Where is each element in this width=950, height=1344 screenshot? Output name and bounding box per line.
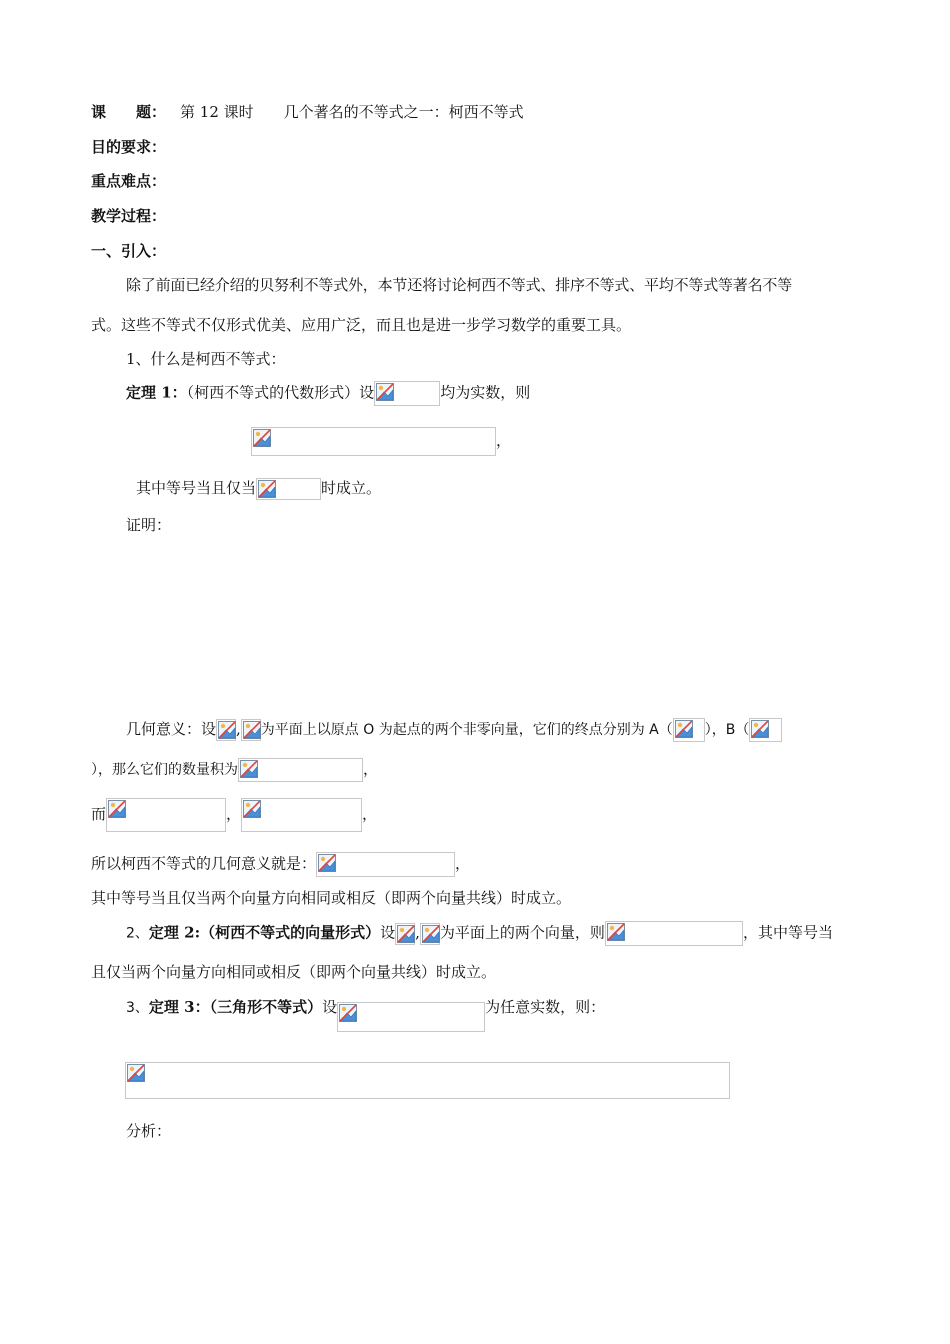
- equality-post: 时成立。: [321, 479, 382, 497]
- equality-pre: 其中等号当且仅当: [136, 479, 257, 497]
- objective-label: 目的要求：: [91, 138, 167, 156]
- cauchy-formula-line: [251, 427, 511, 456]
- theorem3-post: 为任意实数，则：: [485, 998, 606, 1016]
- geometry-line3: [91, 798, 377, 832]
- broken-image-icon: [397, 925, 415, 943]
- formula-image: [749, 718, 782, 742]
- broken-image-icon: [108, 800, 126, 818]
- course-line: [91, 101, 524, 123]
- formula-image: [238, 758, 363, 782]
- broken-image-icon: [339, 1004, 357, 1022]
- broken-image-icon: [243, 721, 261, 739]
- point-b-label: ），B（: [704, 722, 750, 738]
- comma: ，: [363, 760, 379, 778]
- theorem2-number: 2、: [126, 925, 149, 942]
- theorem3-pre: 设: [322, 998, 338, 1016]
- geometry-line5: 其中等号当且仅当两个向量方向相同或相反（即两个向量共线）时成立。: [91, 889, 572, 907]
- formula-image: [374, 381, 440, 406]
- formula-image: [673, 718, 705, 742]
- equality-condition-line: [136, 477, 381, 500]
- geometry-line1: [126, 718, 782, 742]
- formula-image: [605, 921, 743, 946]
- formula-image: [216, 719, 236, 741]
- and-text: 而: [91, 805, 107, 823]
- theorem3-line: [126, 996, 605, 1032]
- broken-image-icon: [318, 854, 336, 872]
- broken-image-icon: [607, 923, 625, 941]
- formula-image: [316, 852, 455, 877]
- triangle-formula-line: [125, 1062, 730, 1099]
- theorem2-line: [126, 921, 833, 946]
- theorem1-label: 定理 1：: [126, 383, 187, 402]
- broken-image-icon: [422, 925, 440, 943]
- broken-image-icon: [376, 383, 394, 401]
- theorem2-pre: 设: [380, 923, 396, 942]
- broken-image-icon: [675, 720, 693, 738]
- broken-image-icon: [243, 800, 261, 818]
- analysis-label: 分析：: [126, 1122, 172, 1140]
- formula-image: [256, 478, 321, 500]
- theorem2-post: ，其中等号当: [742, 923, 833, 942]
- course-label: 课 题：: [91, 103, 167, 121]
- geometry-mid: 为平面上以原点 O 为起点的两个非零向量，它们的终点分别为 A（: [260, 722, 673, 738]
- broken-image-icon: [218, 721, 236, 739]
- theorem1-text: （柯西不等式的代数形式）设: [186, 383, 375, 402]
- intro-paragraph-line1: 除了前面已经介绍的贝努利不等式外，本节还将讨论柯西不等式、排序不等式、平均不等式等著名不等: [126, 276, 793, 294]
- broken-image-icon: [258, 480, 276, 498]
- comma: ，: [362, 805, 378, 823]
- dot-product-pre: ），那么它们的数量积为: [91, 762, 238, 778]
- formula-image: [125, 1062, 730, 1099]
- broken-image-icon: [127, 1064, 145, 1082]
- formula-image: [106, 798, 226, 832]
- geometry-line2: [91, 758, 378, 782]
- broken-image-icon: [253, 429, 271, 447]
- comma: ，: [455, 854, 471, 873]
- proof-label: 证明：: [126, 516, 172, 534]
- comma: ,: [415, 923, 420, 942]
- theorem3-number: 3、: [126, 1000, 149, 1016]
- formula-image: [251, 427, 496, 456]
- theorem2-mid: 为平面上的两个向量，则: [439, 923, 605, 942]
- formula-image: [337, 1002, 485, 1032]
- formula-image: [241, 798, 362, 832]
- geometry-meaning-pre: 所以柯西不等式的几何意义就是：: [91, 854, 317, 873]
- comma: ,: [236, 720, 241, 738]
- theorem2-line2: 且仅当两个向量方向相同或相反（即两个向量共线）时成立。: [91, 963, 497, 981]
- formula-image: [420, 923, 440, 945]
- formula-image: [241, 719, 261, 741]
- course-title: 第 12 课时 几个著名的不等式之一：柯西不等式: [180, 103, 524, 121]
- formula-image: [395, 923, 415, 945]
- broken-image-icon: [751, 720, 769, 738]
- broken-image-icon: [240, 760, 258, 778]
- geometry-line4: [91, 852, 470, 877]
- theorem3-label: 定理 3：（三角形不等式）: [148, 998, 323, 1016]
- intro-paragraph-line2: 式。这些不等式不仅形式优美、应用广泛，而且也是进一步学习数学的重要工具。: [91, 316, 632, 334]
- theorem1-tail: 均为实数，则: [440, 383, 531, 402]
- comma: ，: [496, 431, 512, 450]
- geometry-pre: 几何意义：设: [126, 720, 217, 738]
- key-points-label: 重点难点：: [91, 172, 167, 190]
- theorem2-label: 定理 2:（柯西不等式的向量形式）: [148, 923, 381, 942]
- comma: ，: [226, 805, 242, 823]
- section-heading-intro: 一、引入：: [91, 242, 167, 260]
- theorem1-line: [126, 381, 530, 406]
- process-label: 教学过程：: [91, 207, 167, 225]
- question-1: 1、什么是柯西不等式：: [126, 350, 286, 368]
